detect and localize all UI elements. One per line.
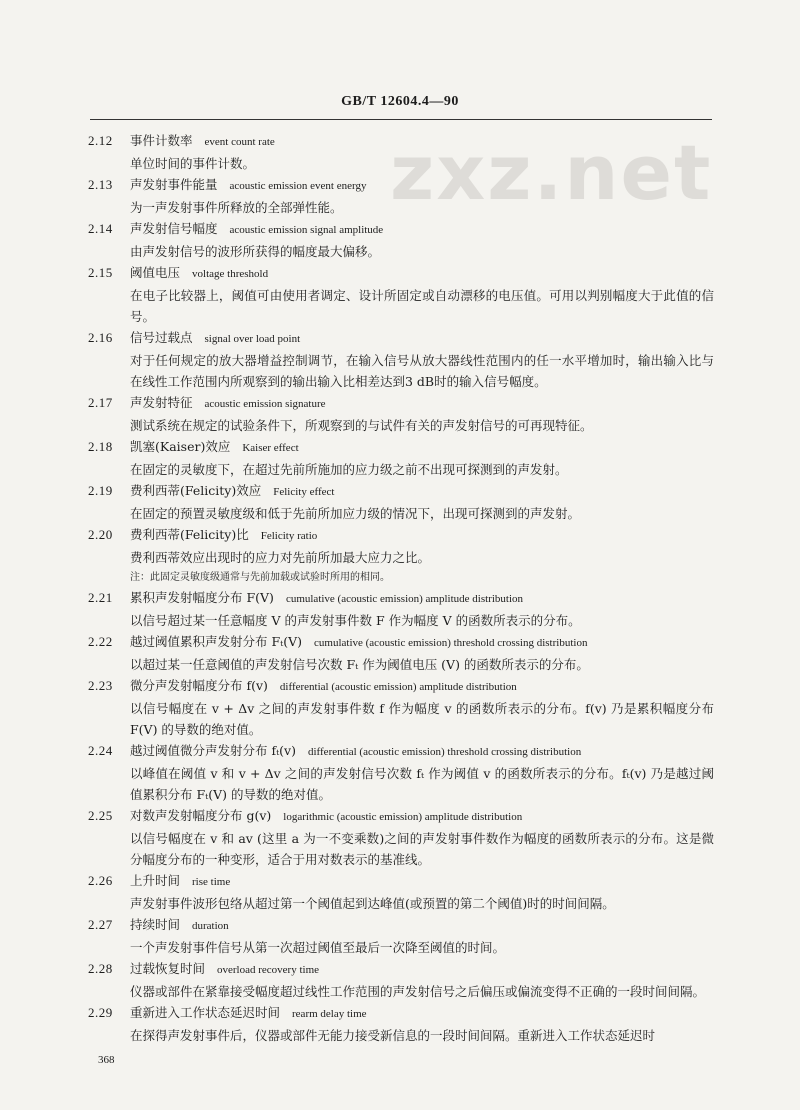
term-english: duration <box>192 920 229 932</box>
term-definition: 在固定的预置灵敏度级和低于先前所加应力级的情况下，出现可探测到的声发射。 <box>130 506 581 521</box>
term-entry <box>88 327 714 392</box>
term-entry <box>88 480 714 524</box>
term-heading <box>130 1002 714 1025</box>
term-english: acoustic emission signal amplitude <box>229 224 384 236</box>
clause-number: 2.18 <box>88 439 113 454</box>
term-heading <box>130 524 714 547</box>
term-entry <box>88 740 714 805</box>
term-chinese: 过载恢复时间 <box>130 961 206 976</box>
term-chinese: 信号过载点 <box>130 330 193 345</box>
term-chinese: 越过阈值微分声发射分布 fₜ(v) <box>130 743 296 758</box>
term-english: signal over load point <box>204 333 301 345</box>
term-chinese: 上升时间 <box>130 873 181 888</box>
clause-number: 2.22 <box>88 634 113 649</box>
term-chinese: 声发射信号幅度 <box>130 221 218 236</box>
term-chinese: 越过阈值累积声发射分布 Fₜ(V) <box>130 634 303 649</box>
term-entry <box>88 631 714 675</box>
term-definition: 在电子比较器上，阈值可由使用者调定、设计所固定或自动漂移的电压值。可用以判别幅度大于此值的信号。 <box>130 288 714 324</box>
term-entry <box>88 174 714 218</box>
term-entry <box>88 870 714 914</box>
term-entry <box>88 262 714 327</box>
term-entry <box>88 524 714 587</box>
clause-number: 2.29 <box>88 1005 113 1020</box>
term-definition: 在探得声发射事件后，仪器或部件无能力接受新信息的一段时间间隔。重新进入工作状态延迟时 <box>130 1028 656 1043</box>
standard-header: GB/T 12604.4—90 <box>341 94 459 109</box>
term-english: Felicity effect <box>273 486 335 498</box>
term-chinese: 事件计数率 <box>130 133 193 148</box>
term-heading <box>130 218 714 241</box>
term-entry <box>88 130 714 174</box>
clause-number: 2.13 <box>88 177 113 192</box>
term-definition: 以信号超过某一任意幅度 V 的声发射事件数 F 作为幅度 V 的函数所表示的分布。 <box>130 613 581 628</box>
term-english: rearm delay time <box>292 1008 367 1020</box>
clause-number: 2.14 <box>88 221 113 236</box>
term-heading <box>130 675 714 698</box>
header-rule <box>90 119 712 120</box>
term-definition: 以信号幅度在 v 和 av (这里 a 为一不变乘数)之间的声发射事件数作为幅度的函数所表示的分布。这是微分幅度分布的一种变形，适合于用对数表示的基准线。 <box>130 831 714 867</box>
term-definition: 单位时间的事件计数。 <box>130 156 256 171</box>
term-heading <box>130 958 714 981</box>
term-chinese: 微分声发射幅度分布 f(v) <box>130 678 268 693</box>
term-english: cumulative (acoustic emission) threshold crossing distribution <box>314 637 588 649</box>
term-definition: 为一声发射事件所释放的全部弹性能。 <box>130 200 343 215</box>
clause-number: 2.15 <box>88 265 113 280</box>
term-entry <box>88 958 714 1002</box>
watermark: zxz.net <box>390 128 713 217</box>
term-chinese: 声发射事件能量 <box>130 177 218 192</box>
term-chinese: 持续时间 <box>130 917 181 932</box>
term-heading <box>130 870 714 893</box>
clause-number: 2.26 <box>88 873 113 888</box>
term-definition: 在固定的灵敏度下，在超过先前所施加的应力级之前不出现可探测到的声发射。 <box>130 462 568 477</box>
term-chinese: 对数声发射幅度分布 g(v) <box>130 808 272 823</box>
term-definition: 仪器或部件在紧靠接受幅度超过线性工作范围的声发射信号之后偏压或偏流变得不正确的一段时间间隔。 <box>130 984 706 999</box>
term-entry <box>88 587 714 631</box>
page-number: 368 <box>98 1054 115 1066</box>
term-heading <box>130 262 714 285</box>
term-english: event count rate <box>204 136 275 148</box>
term-heading <box>130 631 714 654</box>
term-definition: 以信号幅度在 v + Δv 之间的声发射事件数 f 作为幅度 v 的函数所表示的分布。f(v) 乃是累积幅度分布 F(V) 的导数的绝对值。 <box>130 701 714 737</box>
clause-number: 2.28 <box>88 961 113 976</box>
clause-number: 2.27 <box>88 917 113 932</box>
clause-number: 2.17 <box>88 395 113 410</box>
term-english: acoustic emission signature <box>204 398 326 410</box>
term-definition: 一个声发射事件信号从第一次超过阈值至最后一次降至阈值的时间。 <box>130 940 506 955</box>
clause-number: 2.16 <box>88 330 113 345</box>
term-chinese: 费利西蒂(Felicity)比 <box>130 527 249 542</box>
term-entry <box>88 436 714 480</box>
term-heading <box>130 914 714 937</box>
term-chinese: 阈值电压 <box>130 265 181 280</box>
term-english: differential (acoustic emission) amplitude distribution <box>279 681 517 693</box>
term-chinese: 累积声发射幅度分布 F(V) <box>130 590 274 605</box>
term-entry <box>88 218 714 262</box>
term-english: voltage threshold <box>192 268 269 280</box>
term-heading <box>130 805 714 828</box>
term-entry <box>88 675 714 740</box>
term-english: cumulative (acoustic emission) amplitude distribution <box>285 593 524 605</box>
term-heading <box>130 480 714 503</box>
term-heading <box>130 327 714 350</box>
term-chinese: 凯塞(Kaiser)效应 <box>130 439 231 454</box>
term-heading <box>130 130 714 153</box>
term-definition: 由声发射信号的波形所获得的幅度最大偏移。 <box>130 244 381 259</box>
clause-number: 2.25 <box>88 808 113 823</box>
term-definition: 以超过某一任意阈值的声发射信号次数 Fₜ 作为阈值电压 (V) 的函数所表示的分布。 <box>130 657 589 672</box>
term-entry <box>88 805 714 870</box>
term-chinese: 声发射特征 <box>130 395 193 410</box>
term-english: overload recovery time <box>217 964 320 976</box>
definitions-list <box>88 130 714 1046</box>
term-english: acoustic emission event energy <box>229 180 367 192</box>
term-chinese: 费利西蒂(Felicity)效应 <box>130 483 262 498</box>
clause-number: 2.24 <box>88 743 113 758</box>
term-chinese: 重新进入工作状态延迟时间 <box>130 1005 281 1020</box>
term-entry <box>88 1002 714 1046</box>
term-english: rise time <box>192 876 231 888</box>
term-english: Felicity ratio <box>260 530 318 542</box>
term-english: Kaiser effect <box>242 442 299 454</box>
term-definition: 以峰值在阈值 v 和 v + Δv 之间的声发射信号次数 fₜ 作为阈值 v 的函数所表示的分布。fₜ(v) 乃是越过阈值累积分布 Fₜ(V) 的导数的绝对值。 <box>130 766 714 802</box>
term-definition: 声发射事件波形包络从超过第一个阈值起到达峰值(或预置的第二个阈值)时的时间间隔。 <box>130 896 615 911</box>
term-note: 注：此固定灵敏度级通常与先前加载或试验时所用的相同。 <box>130 572 390 583</box>
term-definition: 测试系统在规定的试验条件下，所观察到的与试件有关的声发射信号的可再现特征。 <box>130 418 593 433</box>
term-heading <box>130 740 714 763</box>
term-definition: 对于任何规定的放大器增益控制调节，在输入信号从放大器线性范围内的任一水平增加时，输出输入比与在线性工作范围内所观察到的输出输入比相差达到3 dB时的输入信号幅度。 <box>130 353 714 389</box>
clause-number: 2.21 <box>88 590 113 605</box>
clause-number: 2.23 <box>88 678 113 693</box>
term-heading <box>130 174 714 197</box>
term-entry <box>88 392 714 436</box>
clause-number: 2.20 <box>88 527 113 542</box>
term-definition: 费利西蒂效应出现时的应力对先前所加最大应力之比。 <box>130 550 431 565</box>
term-heading <box>130 436 714 459</box>
term-heading <box>130 587 714 610</box>
term-english: logarithmic (acoustic emission) amplitude distribution <box>283 811 523 823</box>
clause-number: 2.12 <box>88 133 113 148</box>
term-english: differential (acoustic emission) threshold crossing distribution <box>308 746 582 758</box>
term-entry <box>88 914 714 958</box>
clause-number: 2.19 <box>88 483 113 498</box>
term-heading <box>130 392 714 415</box>
